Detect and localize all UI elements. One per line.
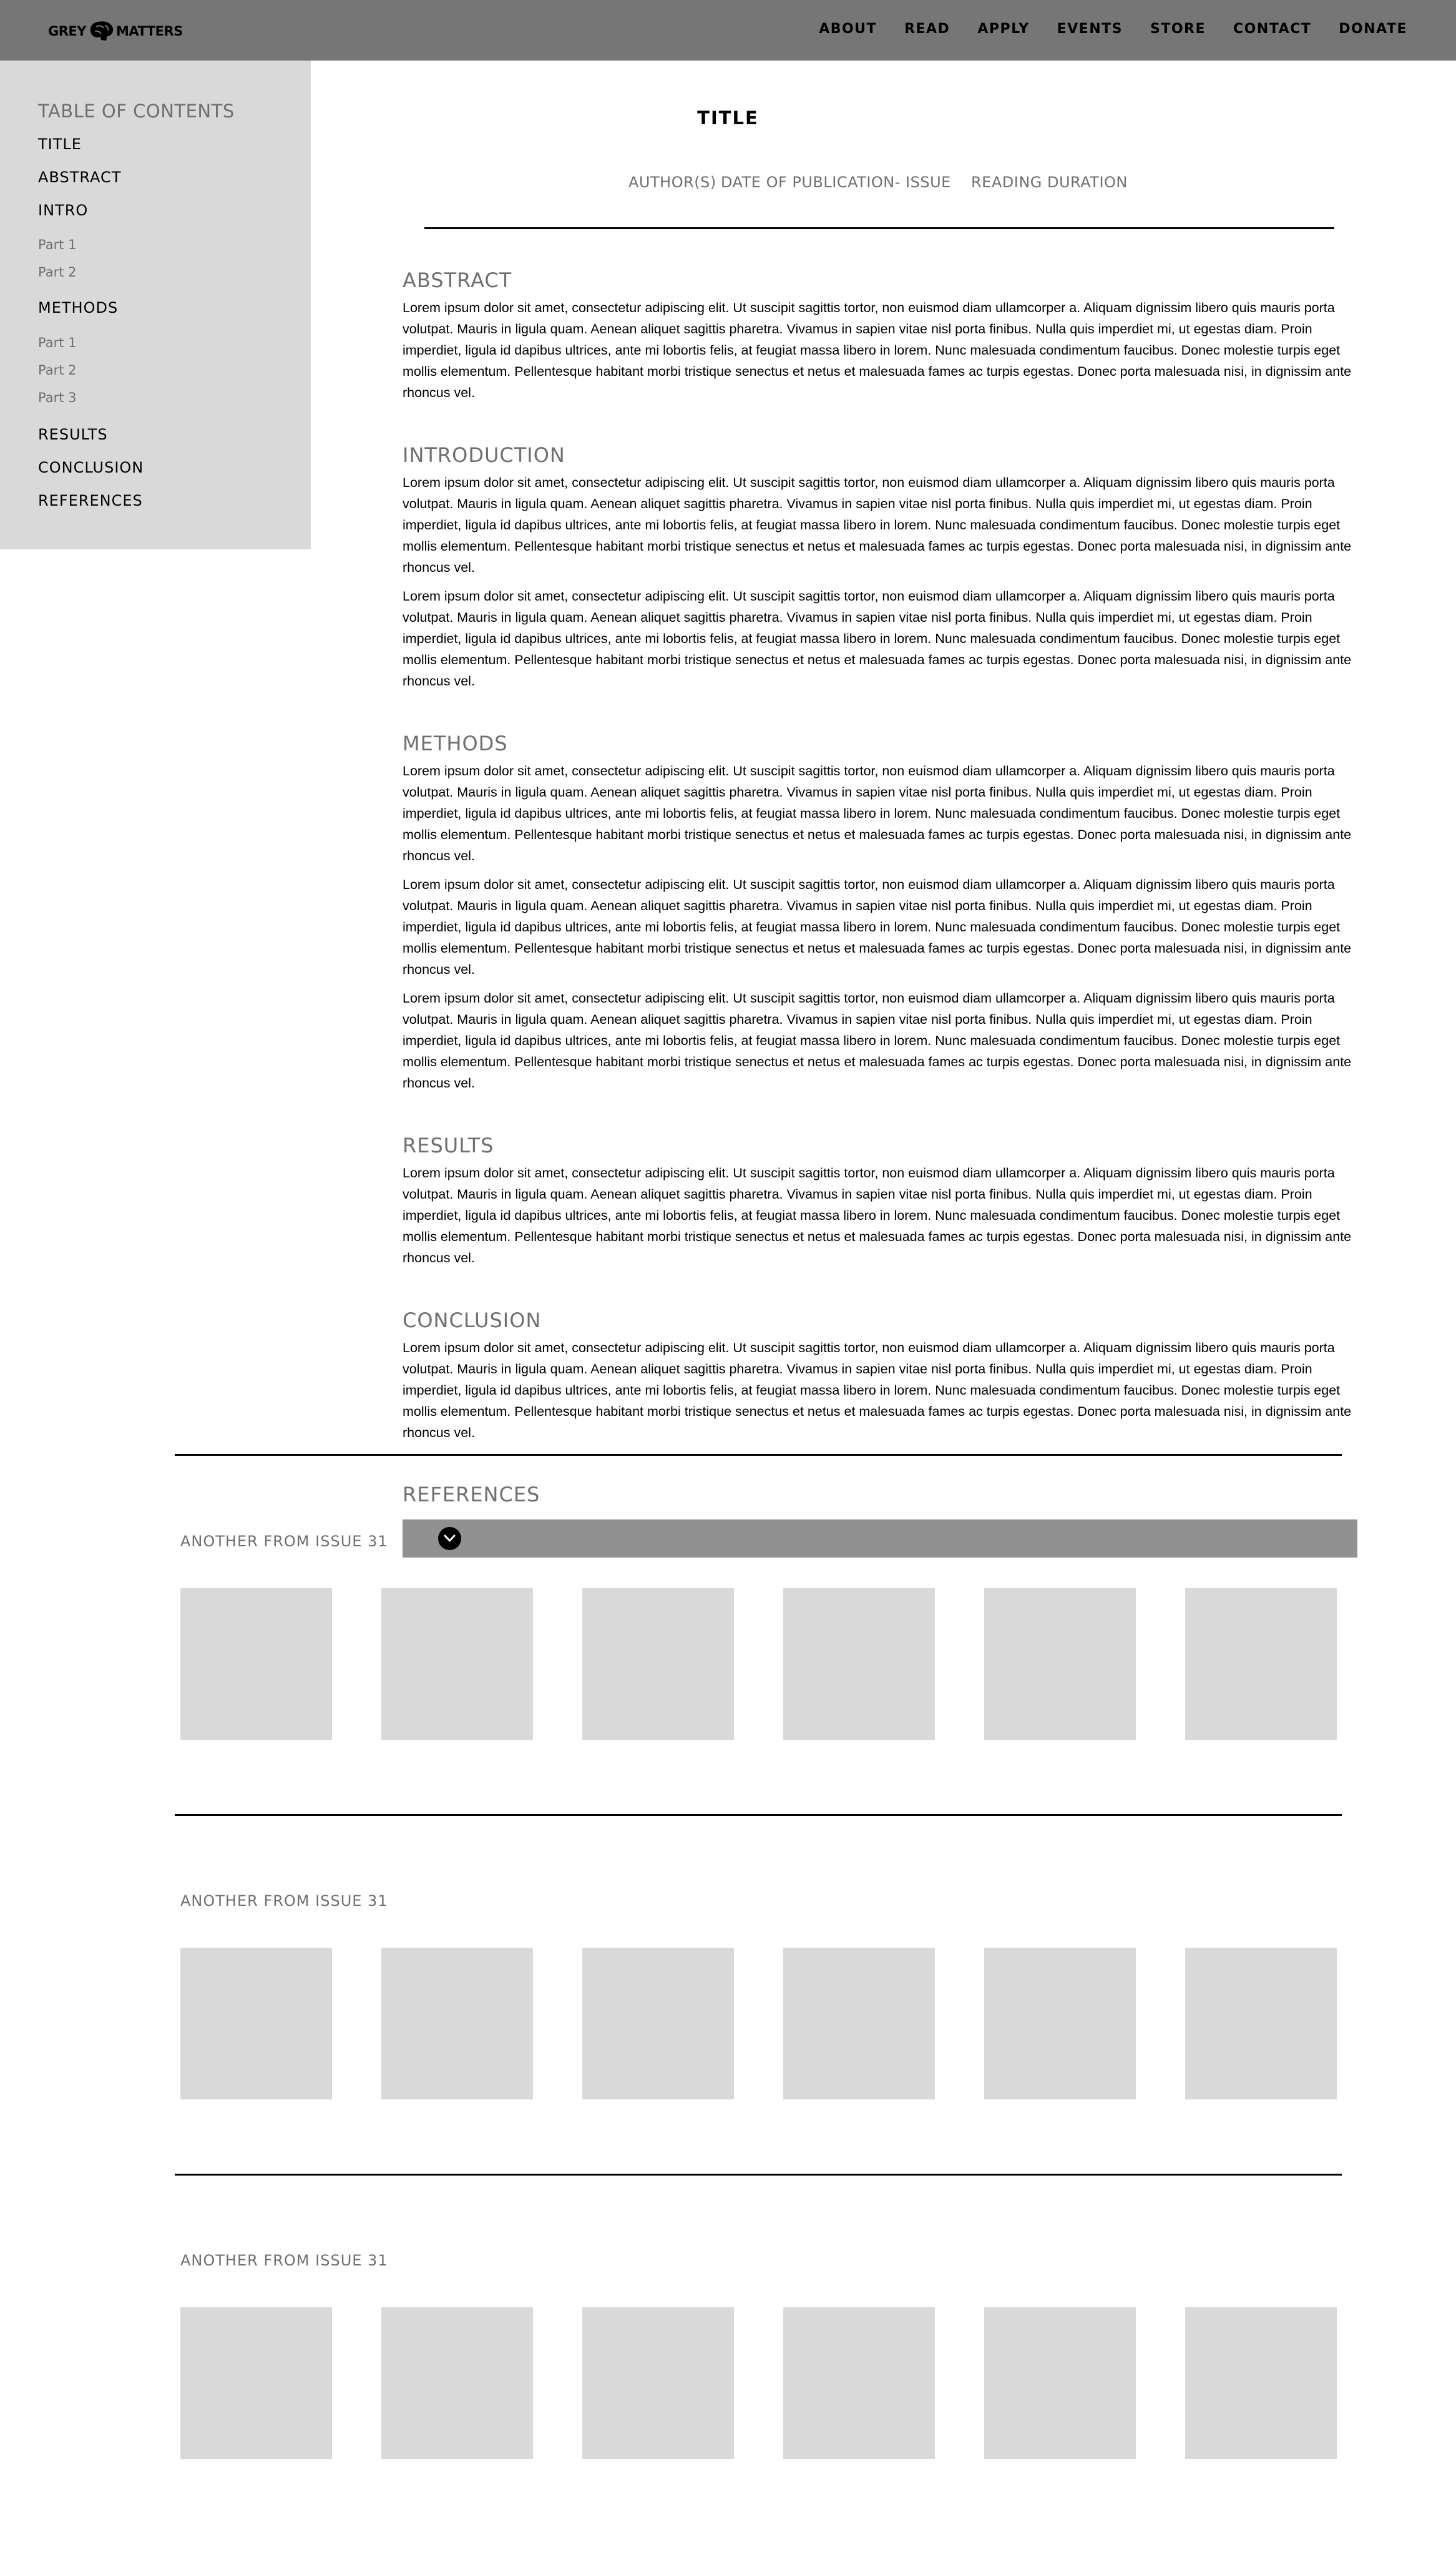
toc-item-methods[interactable]: METHODS (38, 299, 119, 317)
introduction-paragraph-1: Lorem ipsum dolor sit amet, consectetur adipiscing elit. Ut suscipit sagittis tortor, non euismod diam ullamcorper a. Aliquam dignissim libero quis mauris porta volutpat. Mauris in ligula quam. Aenean aliquet sagittis pharetra. Vivamus in sapien vitae nisl porta finibus. Nulla quis imperdiet mi, ut egestas diam. Proin imperdiet, ligula id dapibus ultrices, ante mi lobortis felis, at feugiat massa libero in lorem. Nunc malesuada condimentum faucibus. Donec molestie turpis eget mollis elementum. Pellentesque habitant morbi tristique senectus et netus et malesuada fames ac turpis egestas. Donec porta malesuada nisi, in dignissim ante rhoncus vel. (403, 475, 1352, 575)
related-thumbnail[interactable] (582, 1948, 734, 2099)
nav-apply[interactable]: APPLY (977, 21, 1030, 37)
related-section-title-3: ANOTHER FROM ISSUE 31 (180, 2252, 388, 2269)
toc-item-methods-part-1[interactable]: Part 1 (38, 335, 77, 350)
toc-item-intro[interactable]: INTRO (38, 202, 89, 219)
introduction-heading: INTRODUCTION (403, 443, 565, 467)
toc-item-results[interactable]: RESULTS (38, 426, 108, 443)
toc-item-references[interactable]: REFERENCES (38, 492, 143, 509)
nav-donate[interactable]: DONATE (1339, 21, 1407, 37)
toc-item-intro-part-2[interactable]: Part 2 (38, 265, 77, 280)
methods-paragraph-1: Lorem ipsum dolor sit amet, consectetur adipiscing elit. Ut suscipit sagittis tortor, non euismod diam ullamcorper a. Aliquam dignissim libero quis mauris porta volutpat. Mauris in ligula quam. Aenean aliquet sagittis pharetra. Vivamus in sapien vitae nisl porta finibus. Nulla quis imperdiet mi, ut egestas diam. Proin imperdiet, ligula id dapibus ultrices, ante mi lobortis felis, at feugiat massa libero in lorem. Nunc malesuada condimentum faucibus. Donec molestie turpis eget mollis elementum. Pellentesque habitant morbi tristique senectus et netus et malesuada fames ac turpis egestas. Donec porta malesuada nisi, in dignissim ante rhoncus vel. (403, 763, 1352, 863)
related-divider-2 (175, 1814, 1342, 1816)
toc-item-intro-part-1[interactable]: Part 1 (38, 237, 77, 252)
related-thumbnail[interactable] (984, 1588, 1136, 1740)
site-logo[interactable] (48, 19, 183, 44)
related-divider-1 (175, 1454, 1342, 1456)
introduction-paragraph-2: Lorem ipsum dolor sit amet, consectetur adipiscing elit. Ut suscipit sagittis tortor, non euismod diam ullamcorper a. Aliquam dignissim libero quis mauris porta volutpat. Mauris in ligula quam. Aenean aliquet sagittis pharetra. Vivamus in sapien vitae nisl porta finibus. Nulla quis imperdiet mi, ut egestas diam. Proin imperdiet, ligula id dapibus ultrices, ante mi lobortis felis, at feugiat massa libero in lorem. Nunc malesuada condimentum faucibus. Donec molestie turpis eget mollis elementum. Pellentesque habitant morbi tristique senectus et netus et malesuada fames ac turpis egestas. Donec porta malesuada nisi, in dignissim ante rhoncus vel. (403, 589, 1352, 689)
article-title: TITLE (697, 107, 759, 129)
abstract-heading: ABSTRACT (403, 268, 512, 292)
related-thumbnail[interactable] (1185, 2307, 1337, 2459)
chevron-down-icon[interactable] (438, 1527, 461, 1550)
methods-heading: METHODS (403, 732, 508, 755)
related-thumbnail[interactable] (783, 2307, 935, 2459)
related-thumbnail[interactable] (180, 1948, 332, 2099)
main-nav (791, 21, 1407, 37)
related-thumbnail[interactable] (180, 1588, 332, 1740)
methods-paragraph-3: Lorem ipsum dolor sit amet, consectetur adipiscing elit. Ut suscipit sagittis tortor, non euismod diam ullamcorper a. Aliquam dignissim libero quis mauris porta volutpat. Mauris in ligula quam. Aenean aliquet sagittis pharetra. Vivamus in sapien vitae nisl porta finibus. Nulla quis imperdiet mi, ut egestas diam. Proin imperdiet, ligula id dapibus ultrices, ante mi lobortis felis, at feugiat massa libero in lorem. Nunc malesuada condimentum faucibus. Donec molestie turpis eget mollis elementum. Pellentesque habitant morbi tristique senectus et netus et malesuada fames ac turpis egestas. Donec porta malesuada nisi, in dignissim ante rhoncus vel. (403, 991, 1352, 1091)
related-thumbnail[interactable] (783, 1948, 935, 2099)
conclusion-heading: CONCLUSION (403, 1308, 542, 1332)
related-thumbnail[interactable] (984, 1948, 1136, 2099)
toc-item-abstract[interactable]: ABSTRACT (38, 169, 122, 186)
abstract-paragraph: Lorem ipsum dolor sit amet, consectetur adipiscing elit. Ut suscipit sagittis tortor, non euismod diam ullamcorper a. Aliquam dignissim libero quis mauris porta volutpat. Mauris in ligula quam. Aenean aliquet sagittis pharetra. Vivamus in sapien vitae nisl porta finibus. Nulla quis imperdiet mi, ut egestas diam. Proin imperdiet, ligula id dapibus ultrices, ante mi lobortis felis, at feugiat massa libero in lorem. Nunc malesuada condimentum faucibus. Donec molestie turpis eget mollis elementum. Pellentesque habitant morbi tristique senectus et netus et malesuada fames ac turpis egestas. Donec porta malesuada nisi, in dignissim ante rhoncus vel. (403, 300, 1352, 400)
related-thumbnail[interactable] (783, 1588, 935, 1740)
logo-text-matters: MATTERS (115, 24, 183, 39)
references-accordion[interactable] (403, 1519, 1357, 1558)
related-thumbnail[interactable] (381, 1948, 533, 2099)
article-authors: AUTHOR(S) (628, 174, 716, 191)
conclusion-paragraph: Lorem ipsum dolor sit amet, consectetur adipiscing elit. Ut suscipit sagittis tortor, non euismod diam ullamcorper a. Aliquam dignissim libero quis mauris porta volutpat. Mauris in ligula quam. Aenean aliquet sagittis pharetra. Vivamus in sapien vitae nisl porta finibus. Nulla quis imperdiet mi, ut egestas diam. Proin imperdiet, ligula id dapibus ultrices, ante mi lobortis felis, at feugiat massa libero in lorem. Nunc malesuada condimentum faucibus. Donec molestie turpis eget mollis elementum. Pellentesque habitant morbi tristique senectus et netus et malesuada fames ac turpis egestas. Donec porta malesuada nisi, in dignissim ante rhoncus vel. (403, 1340, 1352, 1440)
related-thumbnail[interactable] (180, 2307, 332, 2459)
nav-read[interactable]: READ (904, 21, 950, 37)
related-section-title-2: ANOTHER FROM ISSUE 31 (180, 1892, 388, 1910)
related-thumbnail[interactable] (1185, 1588, 1337, 1740)
related-thumbnail[interactable] (381, 2307, 533, 2459)
related-thumbnail[interactable] (1185, 1948, 1337, 2099)
methods-paragraph-2: Lorem ipsum dolor sit amet, consectetur adipiscing elit. Ut suscipit sagittis tortor, non euismod diam ullamcorper a. Aliquam dignissim libero quis mauris porta volutpat. Mauris in ligula quam. Aenean aliquet sagittis pharetra. Vivamus in sapien vitae nisl porta finibus. Nulla quis imperdiet mi, ut egestas diam. Proin imperdiet, ligula id dapibus ultrices, ante mi lobortis felis, at feugiat massa libero in lorem. Nunc malesuada condimentum faucibus. Donec molestie turpis eget mollis elementum. Pellentesque habitant morbi tristique senectus et netus et malesuada fames ac turpis egestas. Donec porta malesuada nisi, in dignissim ante rhoncus vel. (403, 877, 1352, 977)
related-thumbnail[interactable] (381, 1588, 533, 1740)
results-paragraph: Lorem ipsum dolor sit amet, consectetur adipiscing elit. Ut suscipit sagittis tortor, non euismod diam ullamcorper a. Aliquam dignissim libero quis mauris porta volutpat. Mauris in ligula quam. Aenean aliquet sagittis pharetra. Vivamus in sapien vitae nisl porta finibus. Nulla quis imperdiet mi, ut egestas diam. Proin imperdiet, ligula id dapibus ultrices, ante mi lobortis felis, at feugiat massa libero in lorem. Nunc malesuada condimentum faucibus. Donec molestie turpis eget mollis elementum. Pellentesque habitant morbi tristique senectus et netus et malesuada fames ac turpis egestas. Donec porta malesuada nisi, in dignissim ante rhoncus vel. (403, 1166, 1352, 1265)
related-thumbnail[interactable] (582, 1588, 734, 1740)
brain-icon (87, 19, 115, 43)
logo-text-grey: GREY (48, 24, 86, 39)
references-heading: REFERENCES (403, 1483, 540, 1506)
article-reading-duration: READING DURATION (971, 174, 1128, 191)
nav-contact[interactable]: CONTACT (1233, 21, 1312, 37)
toc-title: TABLE OF CONTENTS (38, 101, 235, 122)
toc-item-title[interactable]: TITLE (38, 135, 82, 153)
nav-about[interactable]: ABOUT (819, 21, 877, 37)
related-section-title-1: ANOTHER FROM ISSUE 31 (180, 1533, 388, 1550)
nav-store[interactable]: STORE (1150, 21, 1206, 37)
toc-item-methods-part-2[interactable]: Part 2 (38, 363, 77, 378)
related-divider-3 (175, 2174, 1342, 2176)
header-divider (424, 227, 1334, 229)
nav-events[interactable]: EVENTS (1057, 21, 1123, 37)
results-heading: RESULTS (403, 1134, 494, 1157)
related-thumbnail[interactable] (984, 2307, 1136, 2459)
article-date-issue: DATE OF PUBLICATION- ISSUE (721, 174, 951, 191)
toc-item-conclusion[interactable]: CONCLUSION (38, 459, 144, 476)
related-thumbnail[interactable] (582, 2307, 734, 2459)
toc-item-methods-part-3[interactable]: Part 3 (38, 390, 77, 405)
site-header (0, 0, 1456, 61)
table-of-contents (0, 61, 311, 549)
